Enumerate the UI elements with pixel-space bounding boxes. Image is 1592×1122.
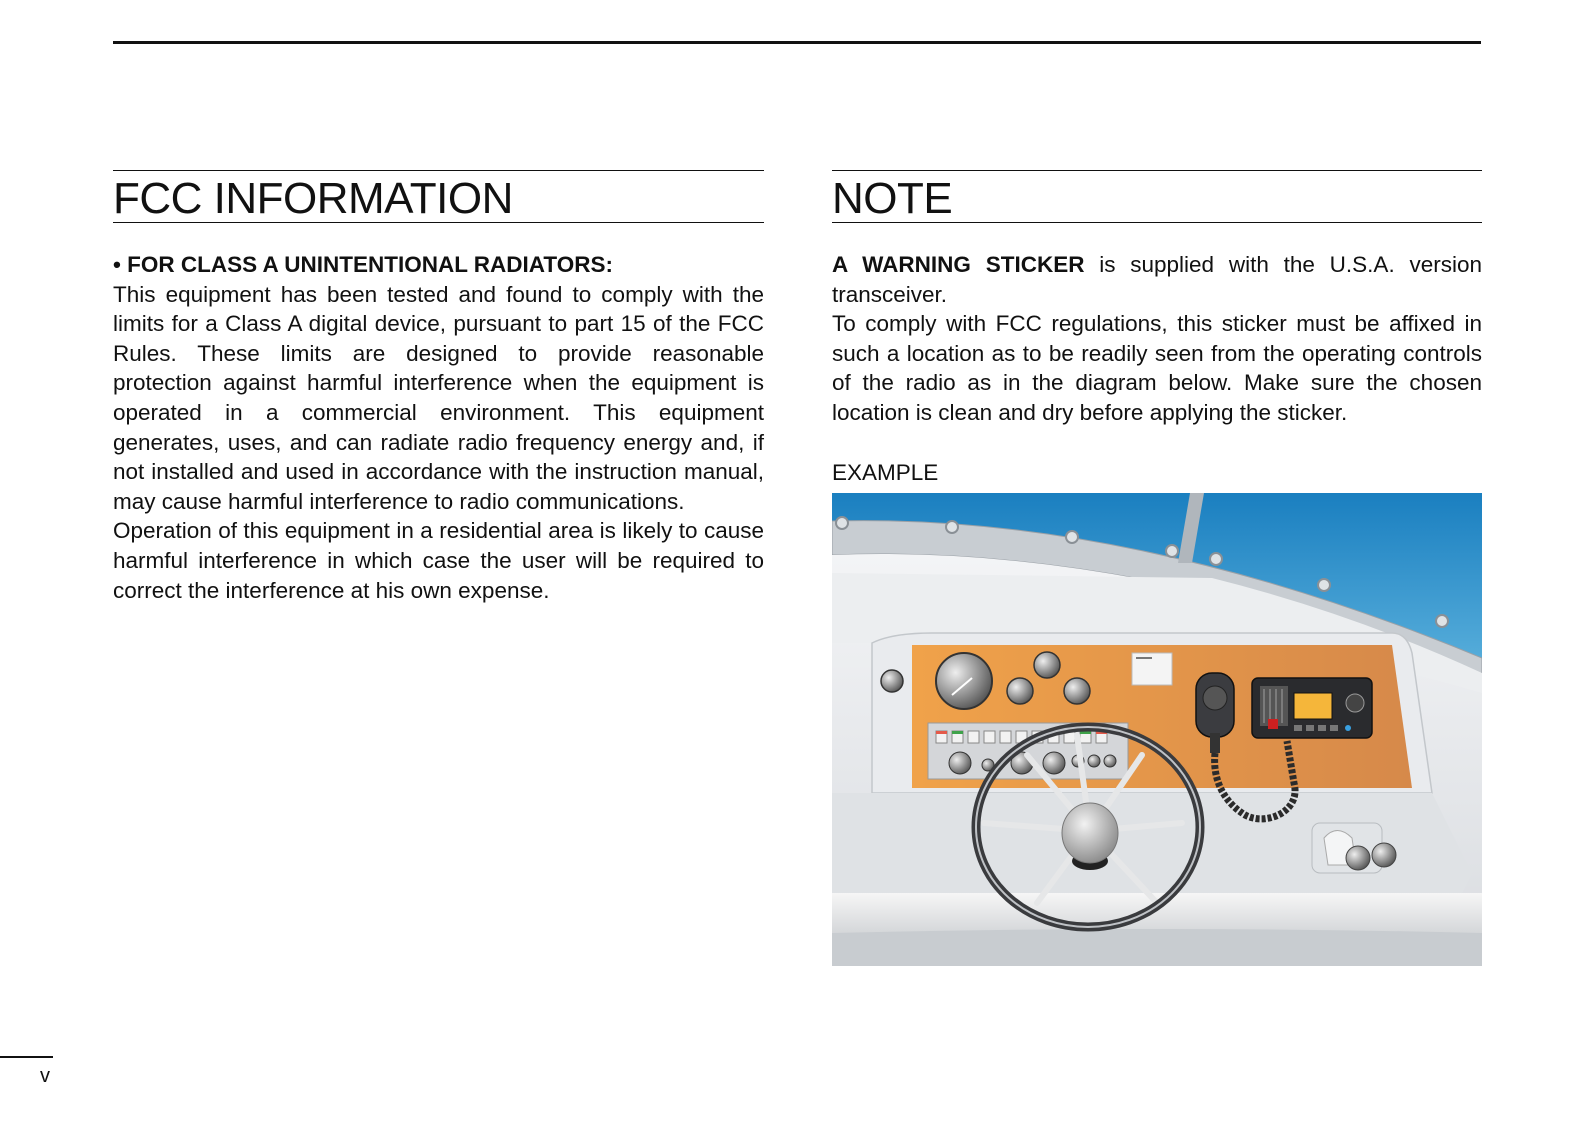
note-body bbox=[832, 250, 1482, 428]
throttle-knob-1 bbox=[1346, 846, 1370, 870]
fcc-information-section bbox=[113, 170, 764, 605]
fcc-heading-bar bbox=[113, 170, 764, 223]
note-title: NOTE bbox=[832, 174, 953, 223]
note-lead-rest: is supplied with the U.S.A. version transceiver. bbox=[832, 252, 1482, 307]
note-heading-bar bbox=[832, 170, 1482, 223]
large-gauge bbox=[936, 653, 992, 709]
fcc-subheading: • FOR CLASS A UNINTENTIONAL RADIATORS: bbox=[113, 252, 613, 277]
throttle-knob-2 bbox=[1372, 843, 1396, 867]
note-lead bbox=[832, 250, 1482, 309]
fcc-title: FCC INFORMATION bbox=[113, 174, 513, 223]
example-label: EXAMPLE bbox=[832, 459, 939, 485]
note-paragraph: To comply with FCC regulations, this sticker must be affixed in such a location as to be readily seen from the operating controls of the radio as in the diagram below. Make sure the chosen location is clean and dry before applying the sticker. bbox=[832, 311, 1482, 425]
fcc-paragraph-2: Operation of this equipment in a residential area is likely to cause harmful interference in which case the user will be required to correct the interference at his own expense. bbox=[113, 518, 764, 603]
boat-dashboard-illustration bbox=[832, 493, 1482, 966]
steering-hub bbox=[1062, 803, 1118, 863]
radio-display bbox=[1294, 693, 1332, 719]
fcc-body bbox=[113, 250, 764, 605]
warning-sticker-bold: A WARNING STICKER bbox=[832, 252, 1085, 277]
top-rule bbox=[113, 41, 1481, 44]
page-number-rule bbox=[0, 1056, 53, 1058]
page-number: v bbox=[40, 1065, 50, 1087]
fcc-paragraph-1: This equipment has been tested and found to comply with the limits for a Class A digital device, pursuant to part 15 of the FCC Rules. These limits are designed to provide reasonable protection against harmful interference when the equipment is operated in a commercial environment. This equipment generates, uses, and can radiate radio frequency energy and, if not installed and used in accordance with the instruction manual, may cause harmful interference to radio communications. bbox=[113, 281, 764, 514]
note-section bbox=[832, 170, 1482, 966]
